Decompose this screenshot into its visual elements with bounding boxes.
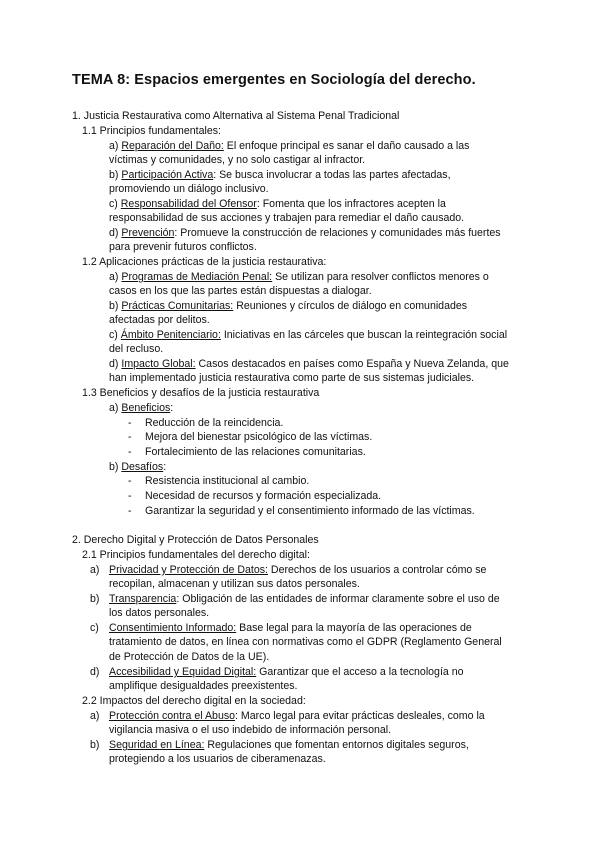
term: Impacto Global:	[121, 358, 196, 370]
term: Transparencia	[109, 593, 177, 605]
list-item: c) Ámbito Penitenciario: Iniciativas en las cárceles que buscan la reintegración social	[109, 329, 508, 341]
list-marker: b)	[90, 739, 100, 751]
section-2-2-heading: 2.2 Impactos del derecho digital en la sociedad:	[82, 695, 306, 707]
page-title: TEMA 8: Espacios emergentes en Sociología del derecho.	[72, 72, 476, 88]
list-item-cont: de Protección de Datos de la UE).	[109, 651, 270, 663]
bullet-dash: -	[128, 446, 132, 458]
list-item: b) Desafíos:	[109, 461, 167, 473]
list-marker: c)	[90, 622, 99, 634]
term: Desafíos	[121, 461, 164, 473]
bullet-dash: -	[128, 490, 132, 502]
term: Privacidad y Protección de Datos:	[109, 564, 268, 576]
list-item-cont: responsabilidad de sus acciones y trabajen para remediar el daño causado.	[109, 212, 465, 224]
section-1-1-heading: 1.1 Principios fundamentales:	[82, 125, 221, 137]
list-item: b) Prácticas Comunitarias: Reuniones y círculos de diálogo en comunidades	[109, 300, 468, 312]
bullet-item: Fortalecimiento de las relaciones comunitarias.	[145, 446, 366, 458]
term: Consentimiento Informado:	[109, 622, 237, 634]
list-item: d) Impacto Global: Casos destacados en países como España y Nueva Zelanda, que	[109, 358, 509, 370]
bullet-dash: -	[128, 475, 132, 487]
list-item-cont: para prevenir futuros conflictos.	[109, 241, 257, 253]
section-1-3-heading: 1.3 Beneficios y desafíos de la justicia restaurativa	[82, 387, 320, 399]
list-item: a) Reparación del Daño: El enfoque principal es sanar el daño causado a las	[109, 140, 470, 152]
list-item: Consentimiento Informado: Base legal para la mayoría de las operaciones de	[109, 622, 472, 634]
section-1-2-heading: 1.2 Aplicaciones prácticas de la justicia restaurativa:	[82, 256, 327, 268]
list-item-cont: del recluso.	[109, 343, 164, 355]
bullet-dash: -	[128, 431, 132, 443]
term: Beneficios	[121, 402, 171, 414]
list-item-cont: casos en los que las partes están dispuestas a dialogar.	[109, 285, 372, 297]
list-item-cont: amplifique desigualdades preexistentes.	[109, 680, 298, 692]
term: Protección contra el Abuso	[109, 710, 236, 722]
list-marker: a)	[90, 710, 100, 722]
list-item-cont: vigilancia masiva o el uso indebido de información personal.	[109, 724, 392, 736]
list-item: c) Responsabilidad del Ofensor: Fomenta que los infractores acepten la	[109, 198, 446, 210]
term: Prácticas Comunitarias:	[121, 300, 234, 312]
bullet-dash: -	[128, 505, 132, 517]
section-1-heading: 1. Justicia Restaurativa como Alternativa al Sistema Penal Tradicional	[72, 110, 400, 122]
list-item: Accesibilidad y Equidad Digital: Garantizar que el acceso a la tecnología no	[109, 666, 464, 678]
list-item: Privacidad y Protección de Datos: Derechos de los usuarios a controlar cómo se	[109, 564, 487, 576]
list-item-cont: tratamiento de datos, en línea con normativas como el GDPR (Reglamento General	[109, 636, 502, 648]
list-item: Protección contra el Abuso: Marco legal para evitar prácticas desleales, como la	[109, 710, 485, 722]
list-item-cont: recopilan, almacenan y utilizan sus datos personales.	[109, 578, 360, 590]
list-marker: d)	[90, 666, 100, 678]
list-item: Seguridad en Línea: Regulaciones que fomentan entornos digitales seguros,	[109, 739, 469, 751]
list-marker: b)	[90, 593, 100, 605]
list-item: Transparencia: Obligación de las entidades de informar claramente sobre el uso de	[109, 593, 500, 605]
term: Seguridad en Línea:	[109, 739, 205, 751]
term: Ámbito Penitenciario:	[120, 329, 221, 341]
term: Prevención	[121, 227, 175, 239]
list-item-cont: afectadas por delitos.	[109, 314, 210, 326]
bullet-item: Mejora del bienestar psicológico de las víctimas.	[145, 431, 373, 443]
list-item: a) Beneficios:	[109, 402, 174, 414]
list-item: b) Participación Activa: Se busca involucrar a todas las partes afectadas,	[109, 169, 451, 181]
bullet-item: Necesidad de recursos y formación especializada.	[145, 490, 382, 502]
term: Accesibilidad y Equidad Digital:	[109, 666, 257, 678]
term: Programas de Mediación Penal:	[121, 271, 273, 283]
list-item-cont: promoviendo un diálogo inclusivo.	[109, 183, 269, 195]
term: Participación Activa	[121, 169, 214, 181]
section-2-heading: 2. Derecho Digital y Protección de Datos Personales	[72, 534, 319, 546]
list-item-cont: los datos personales.	[109, 607, 210, 619]
bullet-dash: -	[128, 417, 132, 429]
list-item: d) Prevención: Promueve la construcción de relaciones y comunidades más fuertes	[109, 227, 501, 239]
term: Reparación del Daño:	[121, 140, 224, 152]
bullet-item: Resistencia institucional al cambio.	[145, 475, 310, 487]
bullet-item: Reducción de la reincidencia.	[145, 417, 284, 429]
list-item-cont: protegiendo a los usuarios de ciberamenazas.	[109, 753, 326, 765]
list-item-cont: víctimas y comunidades, y no solo castigar al infractor.	[109, 154, 366, 166]
section-2-1-heading: 2.1 Principios fundamentales del derecho digital:	[82, 549, 310, 561]
term: Responsabilidad del Ofensor	[120, 198, 257, 210]
list-item: a) Programas de Mediación Penal: Se utilizan para resolver conflictos menores o	[109, 271, 489, 283]
bullet-item: Garantizar la seguridad y el consentimiento informado de las víctimas.	[145, 505, 475, 517]
list-marker: a)	[90, 564, 100, 576]
list-item-cont: han implementado justicia restaurativa como parte de sus sistemas judiciales.	[109, 372, 475, 384]
